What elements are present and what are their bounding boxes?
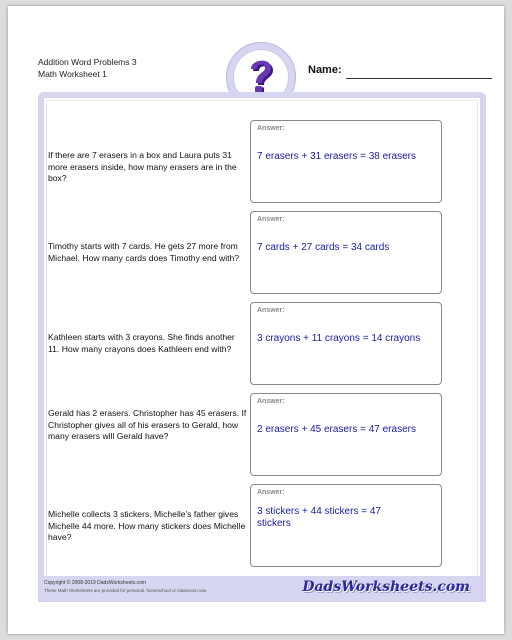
- answer-box-3[interactable]: [250, 302, 442, 385]
- answer-box-5[interactable]: [250, 484, 442, 567]
- question-4: Gerald has 2 erasers. Christopher has 45 erasers. If Christopher gives all of his erasers to Gerald, how many erasers will Gerald have?: [48, 408, 247, 441]
- answer-text-2: 7 cards + 27 cards = 34 cards: [257, 242, 390, 253]
- question-3: Kathleen starts with 3 crayons. She finds another 11. How many crayons does Kathleen end with?: [48, 332, 235, 354]
- brand-logo-text[interactable]: DadsWorksheets.com: [302, 579, 470, 595]
- answer-text-1: 7 erasers + 31 erasers = 38 erasers: [257, 151, 416, 162]
- question-2: Timothy starts with 7 cards. He gets 27 more from Michael. How many cards does Timothy end with?: [48, 241, 240, 263]
- name-field-line[interactable]: [346, 78, 492, 79]
- answer-box-4[interactable]: [250, 393, 442, 476]
- question-5: Michelle collects 3 stickers. Michelle's father gives Michelle 44 more. How many stickers does Michelle have?: [48, 509, 246, 542]
- answer-text-5: 3 stickers + 44 stickers = 47 stickers: [257, 506, 381, 529]
- worksheet-title: Addition Word Problems 3: [38, 57, 137, 67]
- worksheet-page: [8, 6, 504, 634]
- usage-notice: These Math Worksheets are provided for personal, homeschool or classroom use.: [44, 588, 208, 593]
- answer-text-3: 3 crayons + 11 crayons = 14 crayons: [257, 333, 421, 344]
- answer-label: Answer:: [257, 216, 285, 223]
- answer-box-1[interactable]: [250, 120, 442, 203]
- answer-text-4: 2 erasers + 45 erasers = 47 erasers: [257, 424, 416, 435]
- footer: [38, 576, 486, 602]
- answer-label: Answer:: [257, 398, 285, 405]
- worksheet-header: [38, 56, 137, 80]
- copyright-text: Copyright © 2008-2019 DadsWorksheets.com: [44, 580, 146, 586]
- answer-label: Answer:: [257, 307, 285, 314]
- name-label: Name:: [308, 64, 342, 76]
- answer-box-2[interactable]: [250, 211, 442, 294]
- worksheet-subtitle: Math Worksheet 1: [38, 69, 107, 79]
- answer-label: Answer:: [257, 125, 285, 132]
- answer-label: Answer:: [257, 489, 285, 496]
- question-1: If there are 7 erasers in a box and Laura puts 31 more erasers inside, how many erasers are in the box?: [48, 150, 237, 183]
